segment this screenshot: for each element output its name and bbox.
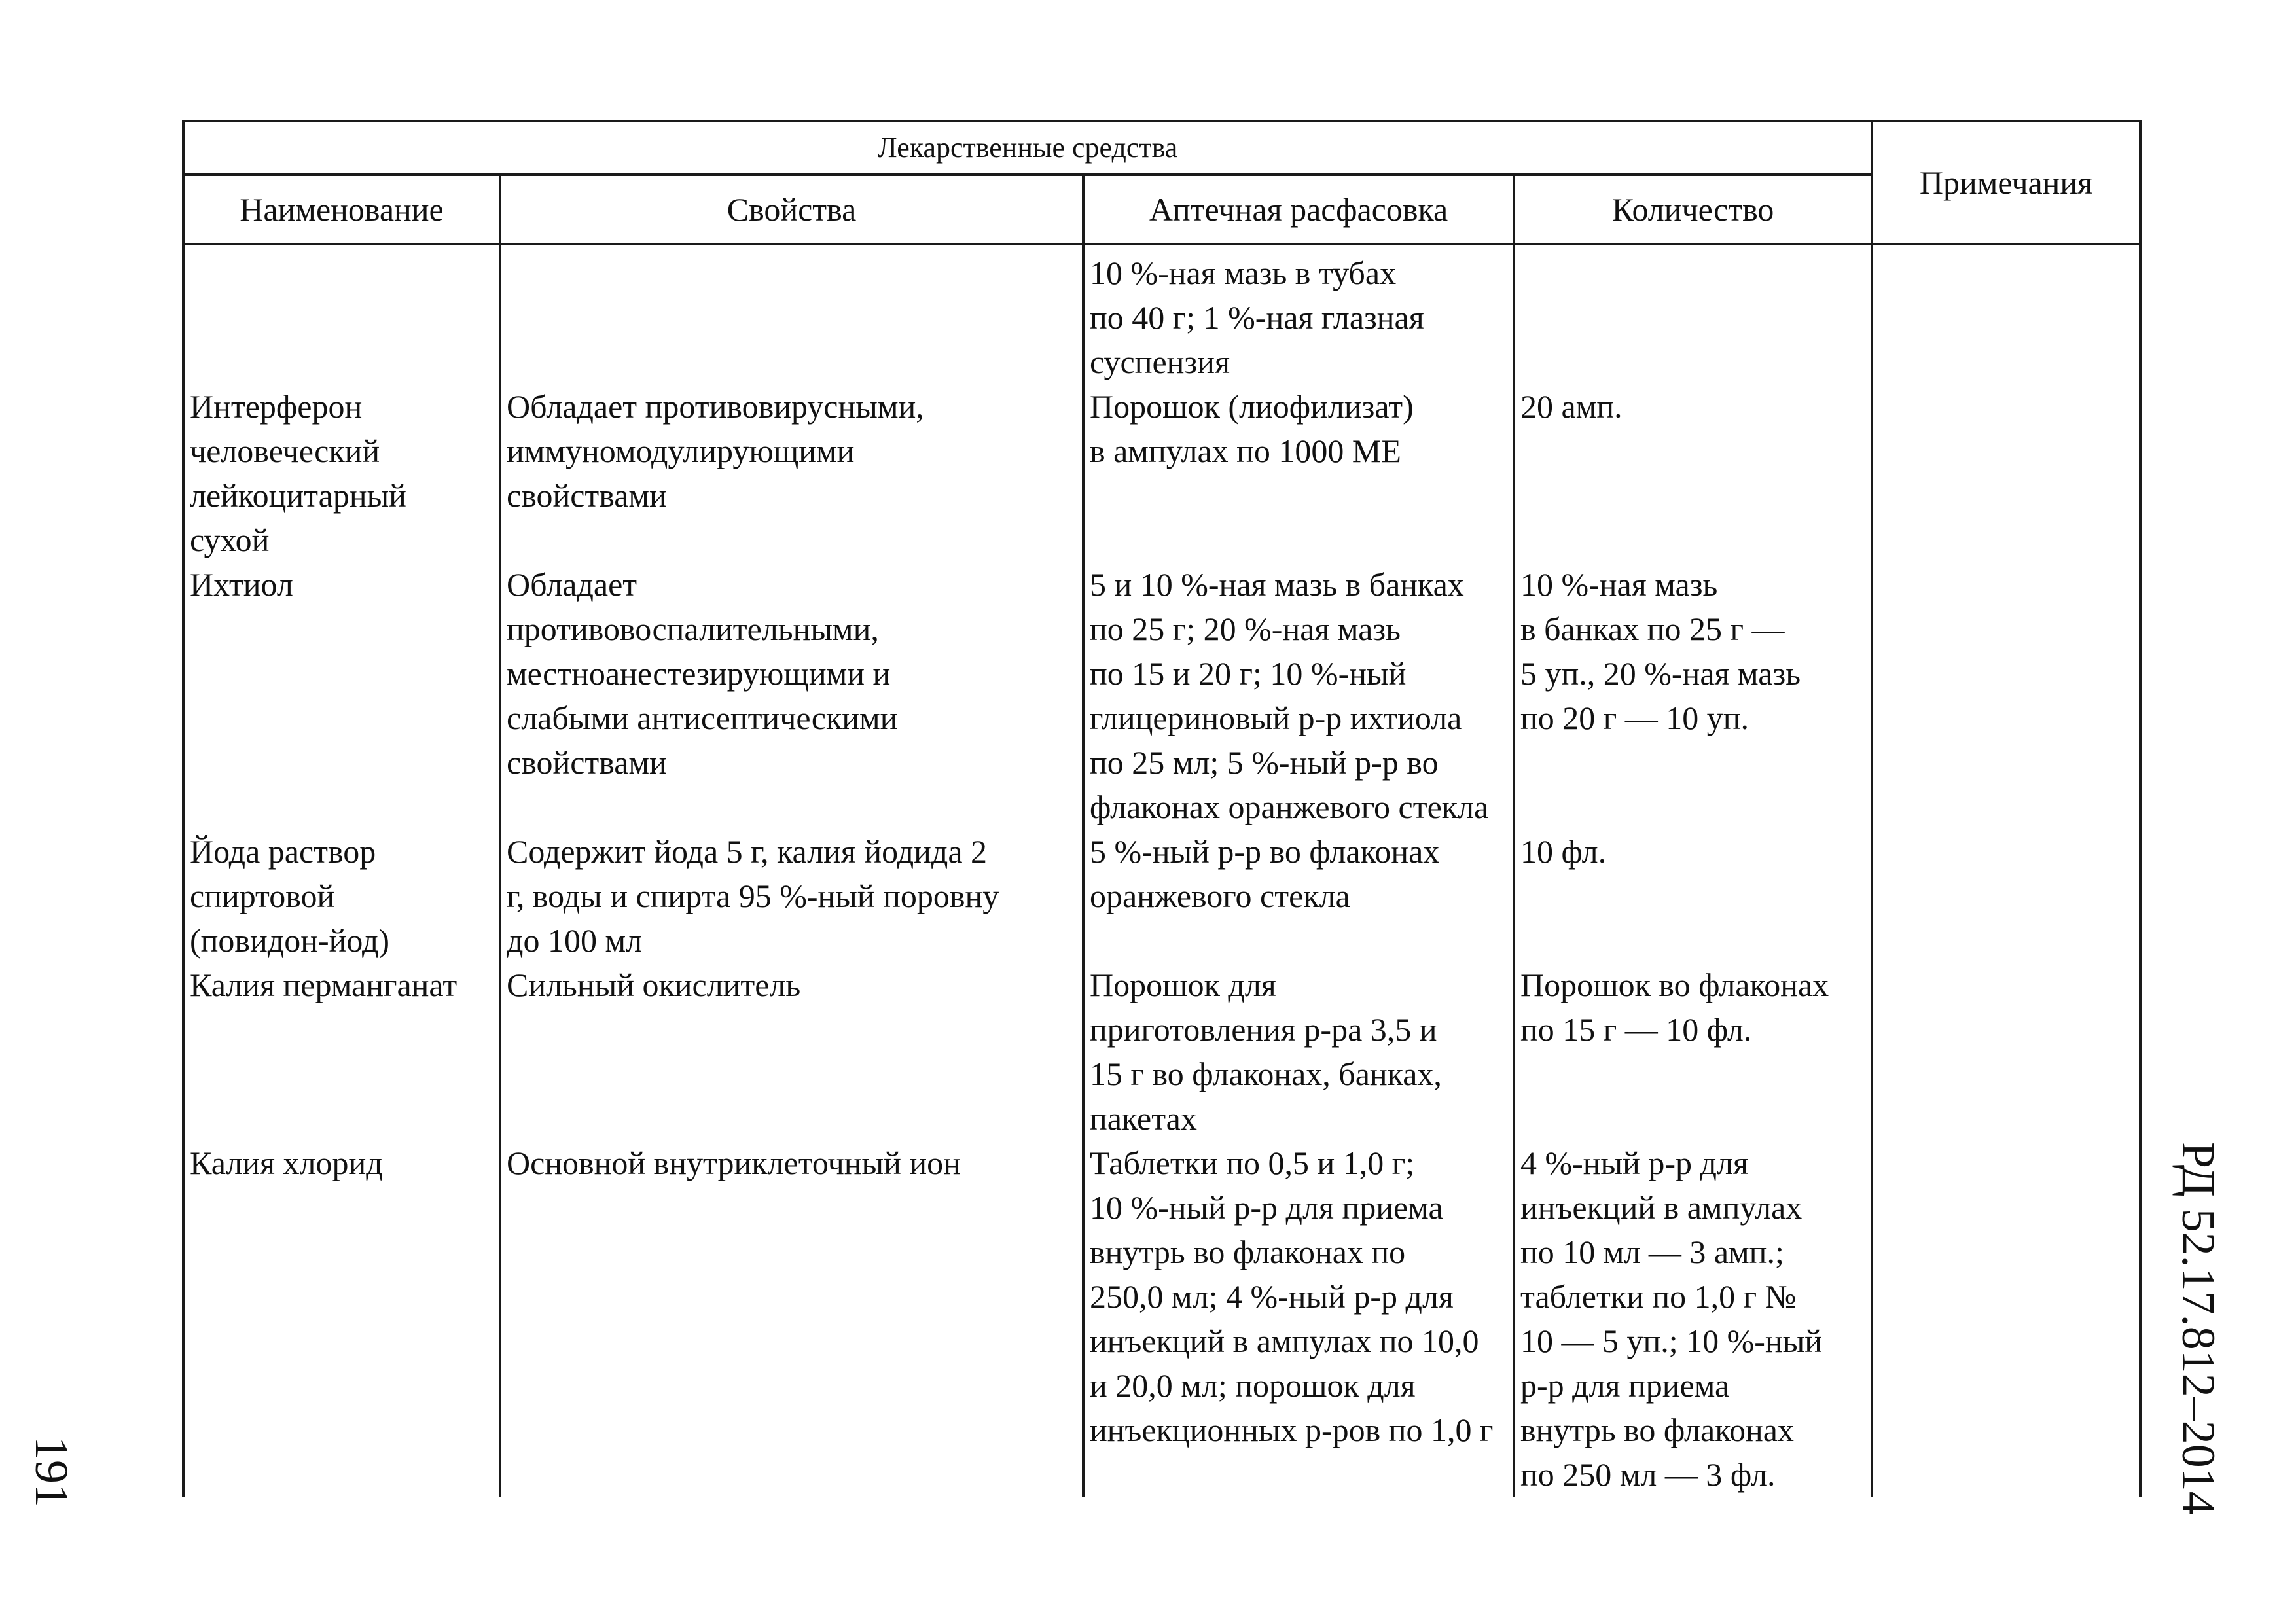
- cell-line: Порошок (лиофилизат): [1090, 388, 1414, 425]
- table-row: [183, 562, 2140, 829]
- cell-line: иммуномодулирующими: [507, 433, 855, 469]
- cell-line: по 10 мл — 3 амп.;: [1520, 1234, 1784, 1270]
- cell-line: 5 %-ный р-р во флаконах: [1090, 833, 1440, 870]
- cell-line: флаконах оранжевого стекла: [1090, 789, 1489, 825]
- table-row: [183, 829, 2140, 963]
- table-row: [183, 244, 2140, 384]
- table-row: [183, 963, 2140, 1141]
- cell-line: Интерферон: [190, 388, 363, 425]
- cell-line: Ихтиол: [190, 566, 293, 603]
- cell-quantity: [1514, 244, 1872, 384]
- cell-line: суспензия: [1090, 344, 1230, 380]
- cell-line: Порошок для: [1090, 967, 1276, 1003]
- cell-line: 10 фл.: [1520, 833, 1607, 870]
- cell-properties: [500, 829, 1083, 963]
- cell-line: человеческий: [190, 433, 380, 469]
- cell-quantity: [1514, 562, 1872, 829]
- cell-properties: [500, 384, 1083, 562]
- column-header-packaging: Аптечная расфасовка: [1083, 175, 1514, 244]
- page-number: 191: [26, 1436, 78, 1507]
- cell-line: приготовления р-ра 3,5 и: [1090, 1011, 1437, 1048]
- cell-packaging: [1083, 829, 1514, 963]
- cell-line: по 25 г; 20 %-ная мазь: [1090, 611, 1401, 647]
- cell-quantity: [1514, 1141, 1872, 1497]
- cell-line: Обладает противовирусными,: [507, 388, 924, 425]
- document-code: РД 52.17.812–2014: [2172, 1142, 2225, 1515]
- cell-line: по 40 г; 1 %-ная глазная: [1090, 299, 1424, 336]
- cell-notes: [1872, 384, 2140, 562]
- cell-properties: [500, 963, 1083, 1141]
- cell-line: 250,0 мл; 4 %-ный р-р для: [1090, 1278, 1454, 1315]
- table-row: [183, 384, 2140, 562]
- cell-name: [183, 1141, 500, 1497]
- cell-packaging: [1083, 963, 1514, 1141]
- cell-quantity: [1514, 384, 1872, 562]
- cell-line: местноанестезирующими и: [507, 655, 891, 692]
- cell-line: 10 %-ный р-р для приема: [1090, 1189, 1443, 1226]
- cell-notes: [1872, 1141, 2140, 1497]
- cell-line: в ампулах по 1000 МЕ: [1090, 433, 1401, 469]
- cell-line: по 15 г — 10 фл.: [1520, 1011, 1752, 1048]
- cell-line: по 25 мл; 5 %-ный р-р во: [1090, 744, 1439, 781]
- cell-line: таблетки по 1,0 г №: [1520, 1278, 1797, 1315]
- cell-line: Порошок во флаконах: [1520, 967, 1829, 1003]
- cell-line: 20 амп.: [1520, 388, 1623, 425]
- cell-line: противовоспалительными,: [507, 611, 879, 647]
- cell-name: [183, 384, 500, 562]
- cell-name: [183, 244, 500, 384]
- cell-line: 10 %-ная мазь: [1520, 566, 1718, 603]
- cell-line: инъекционных р-ров по 1,0 г: [1090, 1412, 1494, 1448]
- cell-notes: [1872, 829, 2140, 963]
- cell-properties: [500, 1141, 1083, 1497]
- cell-line: 4 %-ный р-р для: [1520, 1145, 1748, 1181]
- table-body: [183, 244, 2140, 1497]
- cell-quantity: [1514, 963, 1872, 1141]
- cell-line: 5 уп., 20 %-ная мазь: [1520, 655, 1801, 692]
- cell-line: пакетах: [1090, 1100, 1197, 1137]
- cell-packaging: [1083, 1141, 1514, 1497]
- cell-quantity: [1514, 829, 1872, 963]
- cell-notes: [1872, 244, 2140, 384]
- cell-line: внутрь во флаконах: [1520, 1412, 1794, 1448]
- cell-line: 15 г во флаконах, банках,: [1090, 1056, 1442, 1092]
- cell-line: слабыми антисептическими: [507, 700, 898, 736]
- drug-table: [182, 120, 2142, 1497]
- cell-line: (повидон-йод): [190, 922, 390, 959]
- cell-line: спиртовой: [190, 878, 335, 914]
- cell-line: оранжевого стекла: [1090, 878, 1350, 914]
- cell-line: инъекций в ампулах по 10,0: [1090, 1323, 1479, 1359]
- cell-line: 10 %-ная мазь в тубах: [1090, 255, 1397, 291]
- cell-line: и 20,0 мл; порошок для: [1090, 1367, 1416, 1404]
- cell-line: Калия хлорид: [190, 1145, 383, 1181]
- cell-line: по 250 мл — 3 фл.: [1520, 1456, 1776, 1493]
- cell-packaging: [1083, 244, 1514, 384]
- cell-line: сухой: [190, 522, 270, 558]
- cell-line: свойствами: [507, 744, 667, 781]
- cell-line: Сильный окислитель: [507, 967, 801, 1003]
- cell-packaging: [1083, 384, 1514, 562]
- cell-line: Калия перманганат: [190, 967, 457, 1003]
- cell-line: по 15 и 20 г; 10 %-ный: [1090, 655, 1407, 692]
- cell-line: Таблетки по 0,5 и 1,0 г;: [1090, 1145, 1415, 1181]
- table-row: [183, 1141, 2140, 1497]
- cell-line: свойствами: [507, 477, 667, 514]
- cell-line: до 100 мл: [507, 922, 643, 959]
- cell-line: 5 и 10 %-ная мазь в банках: [1090, 566, 1464, 603]
- cell-properties: [500, 562, 1083, 829]
- cell-properties: [500, 244, 1083, 384]
- cell-line: по 20 г — 10 уп.: [1520, 700, 1749, 736]
- column-header-properties: Свойства: [500, 175, 1083, 244]
- cell-line: внутрь во флаконах по: [1090, 1234, 1406, 1270]
- cell-line: 10 — 5 уп.; 10 %-ный: [1520, 1323, 1823, 1359]
- column-header-quantity: Количество: [1514, 175, 1872, 244]
- notes-header: Примечания: [1872, 121, 2140, 244]
- cell-line: Йода раствор: [190, 833, 376, 870]
- cell-line: глицериновый р-р ихтиола: [1090, 700, 1462, 736]
- group-header: Лекарственные средства: [183, 121, 1872, 175]
- cell-line: лейкоцитарный: [190, 477, 406, 514]
- cell-name: [183, 963, 500, 1141]
- cell-notes: [1872, 562, 2140, 829]
- cell-packaging: [1083, 562, 1514, 829]
- cell-line: р-р для приема: [1520, 1367, 1730, 1404]
- cell-line: в банках по 25 г —: [1520, 611, 1785, 647]
- cell-name: [183, 829, 500, 963]
- cell-line: г, воды и спирта 95 %-ный поровну: [507, 878, 999, 914]
- cell-line: Основной внутриклеточный ион: [507, 1145, 961, 1181]
- cell-line: инъекций в ампулах: [1520, 1189, 1803, 1226]
- cell-line: Обладает: [507, 566, 637, 603]
- cell-line: Содержит йода 5 г, калия йодида 2: [507, 833, 988, 870]
- cell-notes: [1872, 963, 2140, 1141]
- column-header-name: Наименование: [183, 175, 500, 244]
- cell-name: [183, 562, 500, 829]
- drug-table-container: [182, 120, 2139, 1510]
